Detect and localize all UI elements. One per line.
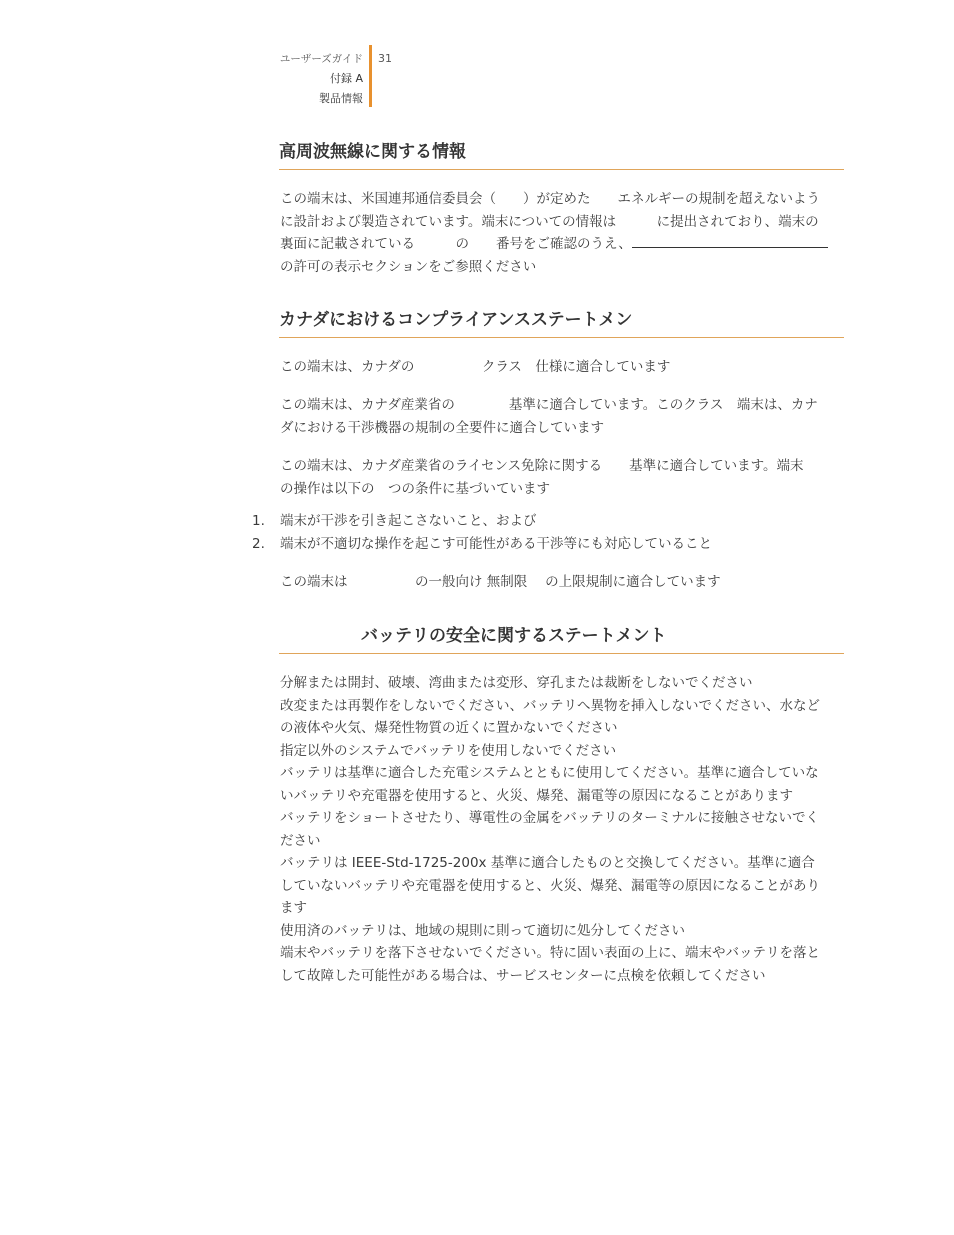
battery-line: の液体や火気、爆発性物質の近くに置かないでください <box>280 720 618 736</box>
battery-line: ださい <box>280 832 321 849</box>
canada-paragraph-2 <box>280 394 844 439</box>
rf-line-3 <box>280 233 844 256</box>
header-accent-bar <box>369 45 372 107</box>
battery-line: バッテリをショートさせたり、導電性の金属をバッテリのターミナルに接触させないでく <box>280 810 820 826</box>
battery-line: 分解または開封、破壊、湾曲または変形、穿孔または裁断をしないでください <box>280 675 753 691</box>
list-number: 1. <box>252 513 265 529</box>
page-number: 31 <box>378 52 392 65</box>
list-item <box>252 533 852 556</box>
list-text: 端末が干渉を引き起こさないこと、および <box>280 513 537 529</box>
canada-p3-line-2: の操作は以下の つの条件に基づいています <box>280 480 550 497</box>
canada-paragraph-3 <box>280 455 844 500</box>
appendix-label: 付録 A <box>329 72 363 85</box>
rf-line-1: この端末は、米国連邦通信委員会（ ）が定めた エネルギーの規制を超えないよう <box>280 191 820 207</box>
battery-line: バッテリは基準に適合した充電システムとともに使用してください。基準に適合していな <box>280 765 819 781</box>
rf-line-2: に設計および製造されています。端末についての情報は に提出されており、端末の <box>280 213 819 230</box>
doc-title: ユーザーズガイド <box>279 53 363 65</box>
battery-line: いバッテリや充電器を使用すると、火災、爆発、漏電等の原因になることがあります <box>280 787 793 804</box>
battery-line: 使用済のバッテリは、地域の規則に則って適切に処分してください <box>280 922 685 939</box>
running-header <box>200 49 363 109</box>
rf-line-3-text: 裏面に記載されている の 番号をご確認のうえ、 <box>280 236 632 252</box>
rf-line-4: の許可の表示セクションをご参照ください <box>280 258 537 275</box>
rf-heading: 高周波無線に関する情報 <box>279 140 844 170</box>
canada-p2-line-2: ダにおける干渉機器の規制の全要件に適合しています <box>280 419 604 436</box>
canada-paragraph-4: この端末は の一般向け 無制限 の上限規制に適合しています <box>280 574 721 590</box>
battery-line: 端末やバッテリを落下させないでください。特に固い表面の上に、端末やバッテリを落と <box>280 945 820 961</box>
battery-statements <box>280 672 844 987</box>
canada-p2-line-1: この端末は、カナダ産業省の 基準に適合しています。このクラス 端末は、カナ <box>280 397 818 413</box>
battery-line: していないバッテリや充電器を使用すると、火災、爆発、漏電等の原因になることがあり <box>280 877 820 894</box>
list-text: 端末が不適切な操作を起こす可能性がある干渉等にも対応していること <box>280 536 712 552</box>
canada-p3-line-1: この端末は、カナダ産業省のライセンス免除に関する 基準に適合しています。端末 <box>280 458 804 474</box>
battery-line: バッテリは IEEE-Std-1725-200x 基準に適合したものと交換してください。基準に適合 <box>280 855 815 871</box>
rf-paragraph <box>280 188 844 278</box>
battery-heading: バッテリの安全に関するステートメント <box>279 624 844 654</box>
canada-heading: カナダにおけるコンプライアンスステートメン <box>279 308 844 338</box>
battery-line: 指定以外のシステムでバッテリを使用しないでください <box>280 742 617 759</box>
battery-line: して故障した可能性がある場合は、サービスセンターに点検を依頼してください <box>280 967 766 984</box>
list-number: 2. <box>252 536 265 552</box>
canada-paragraph-1: この端末は、カナダの クラス 仕様に適合しています <box>280 359 671 375</box>
fill-in-blank-line <box>632 235 828 248</box>
list-item <box>252 510 852 533</box>
battery-line: ます <box>280 900 307 916</box>
conditions-list <box>252 510 852 556</box>
section-label: 製品情報 <box>319 92 363 105</box>
battery-line: 改変または再製作をしないでください、バッテリへ異物を挿入しないでください、水など <box>280 697 820 714</box>
